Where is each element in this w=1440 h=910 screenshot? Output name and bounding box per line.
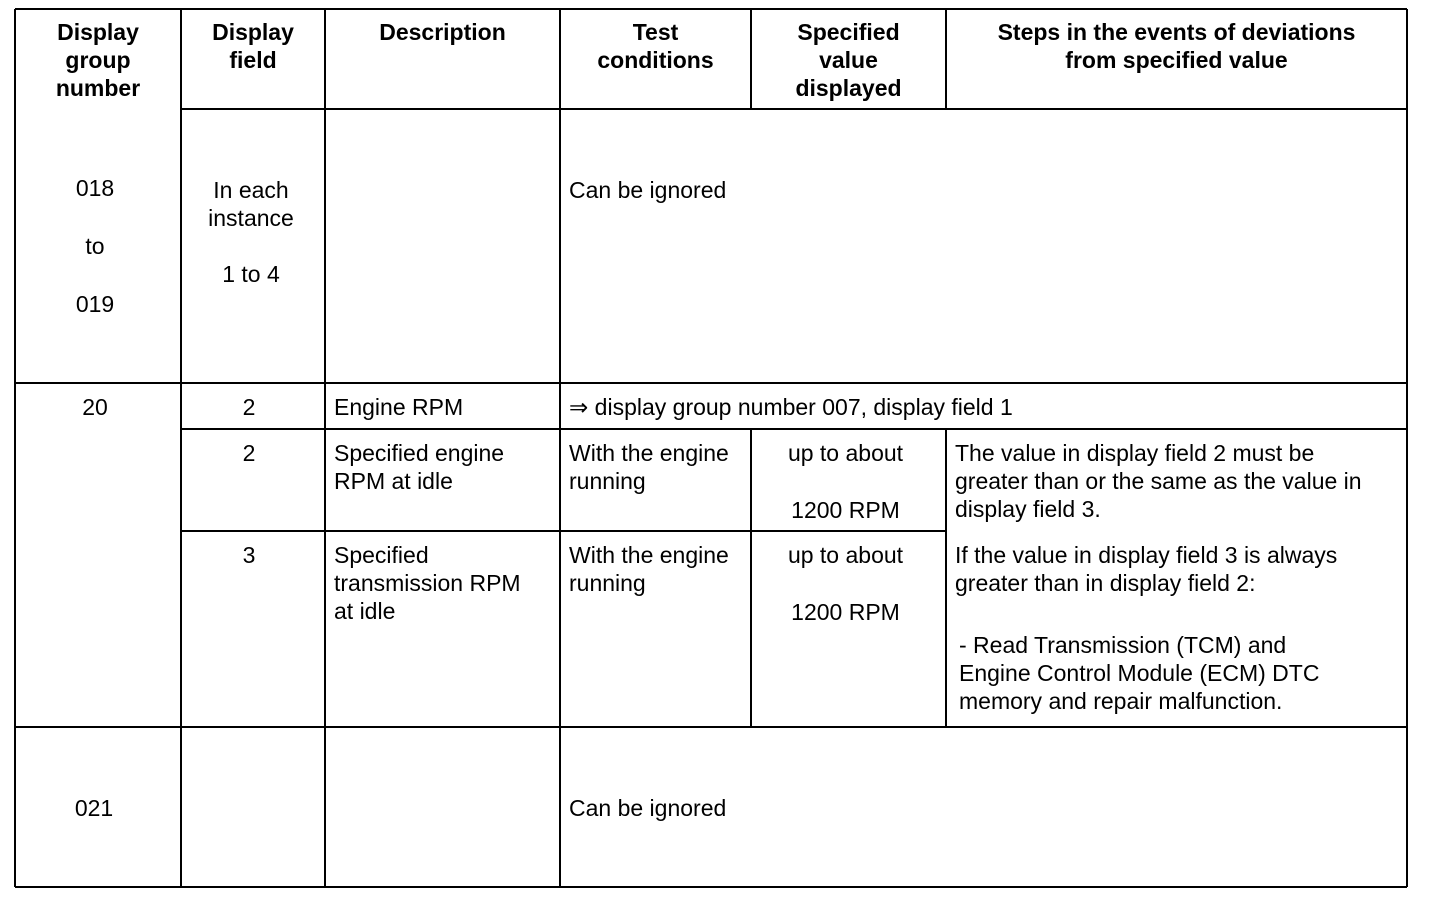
header-description: Description xyxy=(379,19,506,45)
field-idle-engine: 2 xyxy=(242,440,256,466)
reference-display-group-007: ⇒ display group number 007, display field 1 xyxy=(569,394,1013,420)
steps-comparison: The value in display field 2 must be greater than or the same as the value in display field 3. xyxy=(955,440,1362,522)
note-018-ignored: Can be ignored xyxy=(569,177,727,203)
header-steps: Steps in the events of deviations from specified value xyxy=(997,19,1356,73)
group-019: 019 xyxy=(75,291,115,317)
header-display-field: Display field xyxy=(212,19,294,73)
steps-condition: If the value in display field 3 is always greater than in display field 2: xyxy=(955,542,1338,596)
group-018: 018 xyxy=(75,175,115,201)
test-conditions-idle-engine: With the engine running xyxy=(569,440,729,494)
test-conditions-idle-transmission: With the engine running xyxy=(569,542,729,596)
group-021: 021 xyxy=(74,795,114,821)
value-prefix-idle-engine: up to about xyxy=(787,440,904,466)
field-each-instance: In each instance 1 to 4 xyxy=(208,177,294,287)
header-test-conditions: Test conditions xyxy=(597,19,714,73)
field-engine-rpm: 2 xyxy=(242,394,256,420)
group-to: to xyxy=(85,233,105,259)
header-specified-value: Specified value displayed xyxy=(795,19,902,101)
description-idle-engine: Specified engine RPM at idle xyxy=(334,440,505,494)
description-engine-rpm: Engine RPM xyxy=(334,394,464,420)
value-idle-engine: 1200 RPM xyxy=(791,497,900,523)
group-20: 20 xyxy=(82,394,108,420)
steps-action: - Read Transmission (TCM) and Engine Control Module (ECM) DTC memory and repair malfunction. xyxy=(959,632,1320,714)
note-021-ignored: Can be ignored xyxy=(569,795,727,821)
description-idle-transmission: Specified transmission RPM at idle xyxy=(334,542,521,624)
header-group-number: Display group number xyxy=(55,19,141,101)
value-prefix-idle-transmission: up to about xyxy=(787,542,904,568)
value-idle-transmission: 1200 RPM xyxy=(791,599,900,625)
field-idle-transmission: 3 xyxy=(242,542,256,568)
